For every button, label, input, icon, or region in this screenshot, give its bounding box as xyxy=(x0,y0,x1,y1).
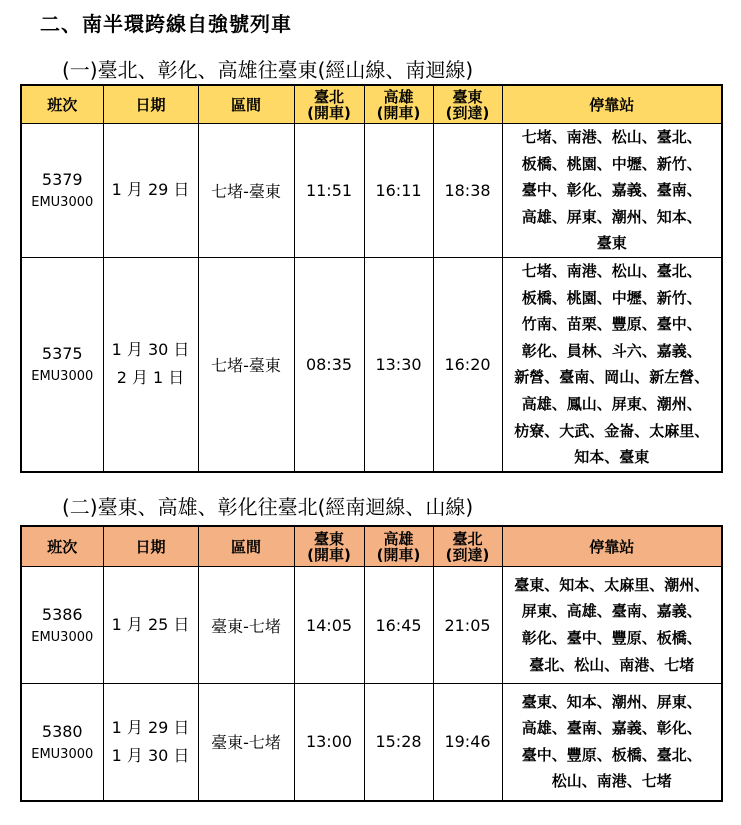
time-cell: 16:11 xyxy=(364,124,433,258)
time-cell: 18:38 xyxy=(433,124,502,258)
timetable-northbound xyxy=(20,525,723,802)
train-number: 5379 xyxy=(41,170,83,190)
date-cell: 1 月 29 日 xyxy=(103,124,198,258)
section-cell: 七堵-臺東 xyxy=(198,257,294,471)
time-cell: 15:28 xyxy=(364,684,433,801)
train-type: EMU3000 xyxy=(31,630,94,645)
header-train: 班次 xyxy=(21,526,103,567)
header-train: 班次 xyxy=(21,85,103,124)
section-cell: 臺東-七堵 xyxy=(198,567,294,684)
train-cell xyxy=(21,567,103,684)
stops-cell: 臺東、知本、潮州、屏東、 高雄、臺南、嘉義、彰化、 臺中、豐原、板橋、臺北、 松山、南港、七堵 xyxy=(502,684,722,801)
header-kaohsiung-depart: 高雄 (開車) xyxy=(364,526,433,567)
table-row xyxy=(21,124,722,258)
section-cell: 臺東-七堵 xyxy=(198,684,294,801)
time-cell: 13:00 xyxy=(294,684,364,801)
header-kaohsiung-depart: 高雄 (開車) xyxy=(364,85,433,124)
train-type: EMU3000 xyxy=(31,195,94,211)
time-cell: 21:05 xyxy=(433,567,502,684)
section1-title: (一)臺北、彰化、高雄往臺東(經山線、南迴線) xyxy=(62,58,474,82)
train-type: EMU3000 xyxy=(31,369,94,385)
header-date: 日期 xyxy=(103,85,198,124)
table-header-row xyxy=(21,526,722,567)
header-taitung-arrive: 臺東 (到達) xyxy=(433,85,502,124)
train-number: 5380 xyxy=(41,721,83,741)
table-row xyxy=(21,257,722,471)
time-cell: 11:51 xyxy=(294,124,364,258)
page-title: 二、南半環跨線自強號列車 xyxy=(40,12,292,36)
time-cell: 08:35 xyxy=(294,257,364,471)
header-stops: 停靠站 xyxy=(502,526,722,567)
header-taitung-depart: 臺東 (開車) xyxy=(294,526,364,567)
header-taipei-arrive: 臺北 (到達) xyxy=(433,526,502,567)
time-cell: 13:30 xyxy=(364,257,433,471)
train-cell xyxy=(21,124,103,258)
timetable-southbound xyxy=(20,84,723,473)
time-cell: 16:20 xyxy=(433,257,502,471)
stops-cell: 七堵、南港、松山、臺北、 板橋、桃園、中壢、新竹、 竹南、苗栗、豐原、臺中、 彰化、員林、斗六、嘉義、 新營、臺南、岡山、新左營、 高雄、鳳山、屏東、潮州、 枋寮、大武、金崙、太麻里、 知本、臺東 xyxy=(502,257,722,471)
date-cell: 1 月 29 日 1 月 30 日 xyxy=(103,684,198,801)
section2-title: (二)臺東、高雄、彰化往臺北(經南迴線、山線) xyxy=(62,495,474,519)
train-cell xyxy=(21,257,103,471)
train-type: EMU3000 xyxy=(31,746,94,762)
stops-cell: 臺東、知本、太麻里、潮州、 屏東、高雄、臺南、嘉義、 彰化、臺中、豐原、板橋、 臺北、松山、南港、七堵 xyxy=(502,567,722,684)
stops-cell: 七堵、南港、松山、臺北、 板橋、桃園、中壢、新竹、 臺中、彰化、嘉義、臺南、 高雄、屏東、潮州、知本、 臺東 xyxy=(502,124,722,258)
header-section: 區間 xyxy=(198,85,294,124)
table-row xyxy=(21,684,722,801)
header-section: 區間 xyxy=(198,526,294,567)
header-stops: 停靠站 xyxy=(502,85,722,124)
train-cell xyxy=(21,684,103,801)
date-cell: 1 月 25 日 xyxy=(103,567,198,684)
header-date: 日期 xyxy=(103,526,198,567)
section-cell: 七堵-臺東 xyxy=(198,124,294,258)
table-row xyxy=(21,567,722,684)
time-cell: 16:45 xyxy=(364,567,433,684)
time-cell: 14:05 xyxy=(294,567,364,684)
table-header-row xyxy=(21,85,722,124)
train-number: 5386 xyxy=(41,605,83,624)
train-number: 5375 xyxy=(41,344,83,364)
time-cell: 19:46 xyxy=(433,684,502,801)
header-taipei-depart: 臺北 (開車) xyxy=(294,85,364,124)
date-cell: 1 月 30 日 2 月 1 日 xyxy=(103,257,198,471)
